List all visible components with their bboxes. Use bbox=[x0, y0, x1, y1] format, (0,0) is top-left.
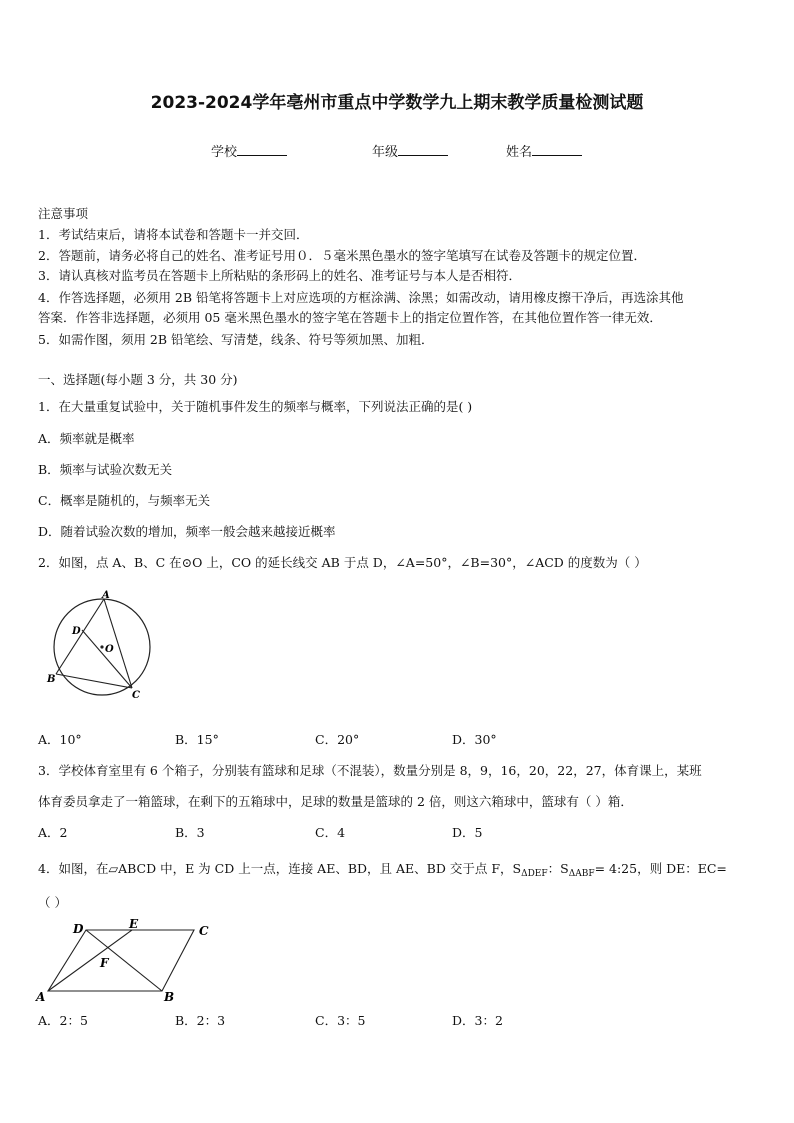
segment-cd bbox=[82, 630, 132, 688]
parallelogram-abcd bbox=[48, 930, 194, 991]
grade-field bbox=[372, 141, 448, 160]
question-2-stem: 2．如图，点 A、B、C 在⊙O 上，CO 的延长线交 AB 于点 D，∠A=50°，∠B=30°，∠ACD 的度数为（ ） bbox=[38, 555, 647, 570]
question-2-option-a[interactable]: A．10° bbox=[38, 732, 82, 747]
question-4-stem-b: ，则 DE：EC= bbox=[637, 861, 727, 876]
note-item: 5．如需作图，须用 2B 铅笔绘、写清楚，线条、符号等须加黑、加粗． bbox=[38, 332, 434, 347]
label-a: A bbox=[102, 590, 110, 601]
name-blank[interactable] bbox=[532, 143, 582, 156]
colon: ： bbox=[547, 861, 561, 876]
page-title: 2023-2024学年亳州市重点中学数学九上期末教学质量检测试题 bbox=[150, 93, 644, 113]
label-b: B bbox=[47, 674, 56, 685]
label-f: F bbox=[100, 956, 109, 970]
school-label: 学校 bbox=[211, 145, 238, 160]
label-d: D bbox=[73, 922, 84, 936]
question-1-option-b[interactable]: B．频率与试验次数无关 bbox=[38, 462, 173, 477]
question-1-option-a[interactable]: A．频率就是概率 bbox=[38, 431, 135, 446]
subscript-abf: ΔABF bbox=[568, 869, 595, 879]
question-1-option-c[interactable]: C．概率是随机的，与频率无关 bbox=[38, 493, 211, 508]
note-item: 3．请认真核对监考员在答题卡上所粘贴的条形码上的姓名、准考证号与本人是否相符． bbox=[38, 268, 521, 283]
question-4-option-d[interactable]: D．3：2 bbox=[452, 1013, 503, 1028]
note-item: 1．考试结束后，请将本试卷和答题卡一并交回． bbox=[38, 227, 309, 242]
segment-bd bbox=[86, 930, 162, 991]
label-c: C bbox=[199, 924, 209, 938]
name-label: 姓名 bbox=[506, 145, 533, 160]
grade-blank[interactable] bbox=[398, 143, 448, 156]
question-4-option-a[interactable]: A．2：5 bbox=[38, 1013, 88, 1028]
question-4-option-c[interactable]: C．3：5 bbox=[315, 1013, 366, 1028]
segment-ae bbox=[48, 930, 132, 991]
notes-heading: 注意事项 bbox=[38, 206, 89, 221]
circle-figure bbox=[44, 590, 160, 702]
grade-label: 年级 bbox=[372, 145, 399, 160]
question-4-stem-a: 4．如图，在▱ABCD 中，E 为 CD 上一点，连接 AE、BD，且 AE、BD 交于点 F， bbox=[38, 861, 513, 876]
note-item: 4．作答选择题，必须用 2B 铅笔将答题卡上对应选项的方框涂满、涂黑；如需改动，请用橡皮擦干净后，再选涂其他 bbox=[38, 290, 684, 305]
label-b: B bbox=[164, 990, 175, 1004]
question-3-option-d[interactable]: D．5 bbox=[452, 825, 483, 840]
question-3-stem-line-2: 体育委员拿走了一箱篮球，在剩下的五箱球中，足球的数量是篮球的 2 倍，则这六箱球中，篮球有（ ）箱． bbox=[38, 794, 633, 809]
label-d: D bbox=[72, 626, 81, 637]
question-3-stem-line-1: 3．学校体育室里有 6 个箱子，分别装有篮球和足球（不混装），数量分别是 8，9，16，20，22，27，体育课上，某班 bbox=[38, 763, 702, 778]
section-heading: 一、选择题(每小题 3 分，共 30 分) bbox=[38, 372, 238, 387]
question-1-option-d[interactable]: D．随着试验次数的增加，频率一般会越来越接近概率 bbox=[38, 524, 336, 539]
area-symbol: S bbox=[560, 861, 569, 876]
school-field bbox=[211, 141, 287, 160]
question-4-option-b[interactable]: B．2：3 bbox=[175, 1013, 226, 1028]
question-3-option-a[interactable]: A．2 bbox=[38, 825, 68, 840]
school-blank[interactable] bbox=[237, 143, 287, 156]
subscript-def: ΔDEF bbox=[521, 869, 548, 879]
parallelogram-figure bbox=[34, 915, 220, 1007]
label-c: C bbox=[132, 690, 140, 701]
question-2-option-d[interactable]: D．30° bbox=[452, 732, 497, 747]
label-a: A bbox=[36, 990, 46, 1004]
question-4-stem bbox=[38, 859, 727, 879]
label-o: O bbox=[105, 644, 114, 655]
question-3-option-b[interactable]: B．3 bbox=[175, 825, 205, 840]
area-symbol: S bbox=[512, 861, 522, 876]
note-item: 答案．作答非选择题，必须用 05 毫米黑色墨水的签字笔在答题卡上的指定位置作答，在其他位置作答一律无效． bbox=[38, 310, 662, 325]
question-4-stem-line-2: （ ） bbox=[38, 895, 67, 910]
question-1-stem: 1．在大量重复试验中，关于随机事件发生的频率与概率，下列说法正确的是( ) bbox=[38, 399, 473, 414]
question-3-option-c[interactable]: C．4 bbox=[315, 825, 346, 840]
question-2-option-c[interactable]: C．20° bbox=[315, 732, 360, 747]
ratio: = 4:25 bbox=[594, 861, 638, 876]
name-field bbox=[506, 141, 582, 160]
note-item: 2．答题前，请务必将自己的姓名、准考证号用０．５毫米黑色墨水的签字笔填写在试卷及答题卡的规定位置． bbox=[38, 248, 646, 263]
label-e: E bbox=[129, 917, 139, 931]
center-point bbox=[100, 645, 103, 648]
question-2-option-b[interactable]: B．15° bbox=[175, 732, 219, 747]
